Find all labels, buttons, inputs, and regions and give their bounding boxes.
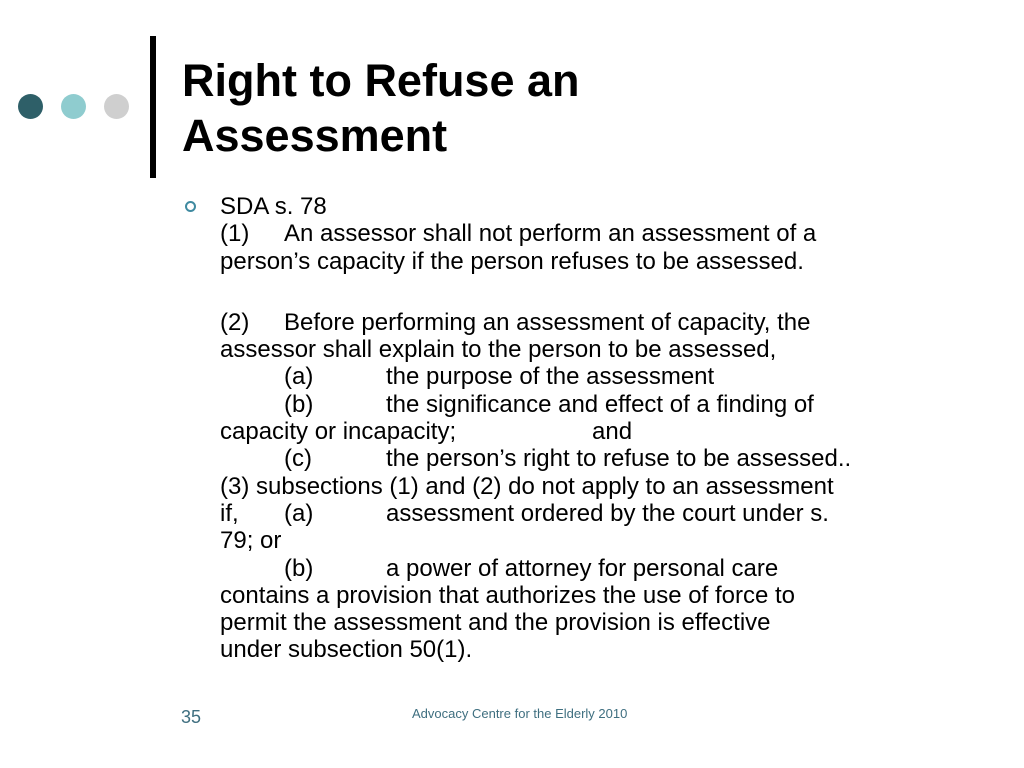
clause-text: capacity or incapacity; xyxy=(220,418,457,446)
body-line xyxy=(220,418,980,445)
page-number: 35 xyxy=(181,707,202,727)
body-line xyxy=(220,555,980,582)
body-line: (3) subsections (1) and (2) do not apply to an assessment xyxy=(220,472,834,500)
slide-title-line-2: Assessment xyxy=(182,110,448,161)
body-line xyxy=(220,309,980,336)
decorative-dot-grey xyxy=(104,94,129,119)
body-line: 79; or xyxy=(220,527,282,555)
decorative-dot-dark xyxy=(18,94,43,119)
body-line: assessor shall explain to the person to be assessed, xyxy=(220,336,777,364)
clause-number: (b) xyxy=(284,554,314,582)
clause-text: if, xyxy=(220,499,239,527)
body-line xyxy=(220,445,980,472)
slide-body xyxy=(220,193,980,664)
body-line: person’s capacity if the person refuses to be assessed. xyxy=(220,247,804,275)
title-divider xyxy=(150,36,156,178)
clause-number: (1) xyxy=(220,220,250,248)
clause-text: assessment ordered by the court under s. xyxy=(386,499,829,527)
paragraph-gap xyxy=(220,275,980,309)
body-line xyxy=(220,391,980,418)
decorative-dot-light-teal xyxy=(61,94,86,119)
body-line: SDA s. 78 xyxy=(220,193,327,220)
clause-text: the significance and effect of a finding of xyxy=(386,390,814,418)
body-line: contains a provision that authorizes the use of force to xyxy=(220,581,796,609)
clause-text: and xyxy=(592,418,633,446)
hollow-circle-bullet-icon xyxy=(185,201,196,212)
clause-text: the person’s right to refuse to be assessed.. xyxy=(386,445,852,473)
clause-text: a power of attorney for personal care xyxy=(386,554,779,582)
clause-number: (a) xyxy=(284,363,314,391)
clause-number: (2) xyxy=(220,308,250,336)
body-line: permit the assessment and the provision is effective xyxy=(220,609,771,637)
slide-title xyxy=(182,53,962,163)
body-line xyxy=(220,363,980,390)
clause-number: (b) xyxy=(284,390,314,418)
footer-text: Advocacy Centre for the Elderly 2010 xyxy=(412,706,628,721)
clause-number: (c) xyxy=(284,445,312,473)
body-line xyxy=(220,500,980,527)
body-line: under subsection 50(1). xyxy=(220,636,473,664)
clause-text: An assessor shall not perform an assessment of a xyxy=(284,220,817,248)
body-line xyxy=(220,220,980,247)
clause-text: the purpose of the assessment xyxy=(386,363,715,391)
clause-number: (a) xyxy=(284,499,314,527)
clause-text: Before performing an assessment of capacity, the xyxy=(284,308,811,336)
slide-title-line-1: Right to Refuse an xyxy=(182,55,580,106)
